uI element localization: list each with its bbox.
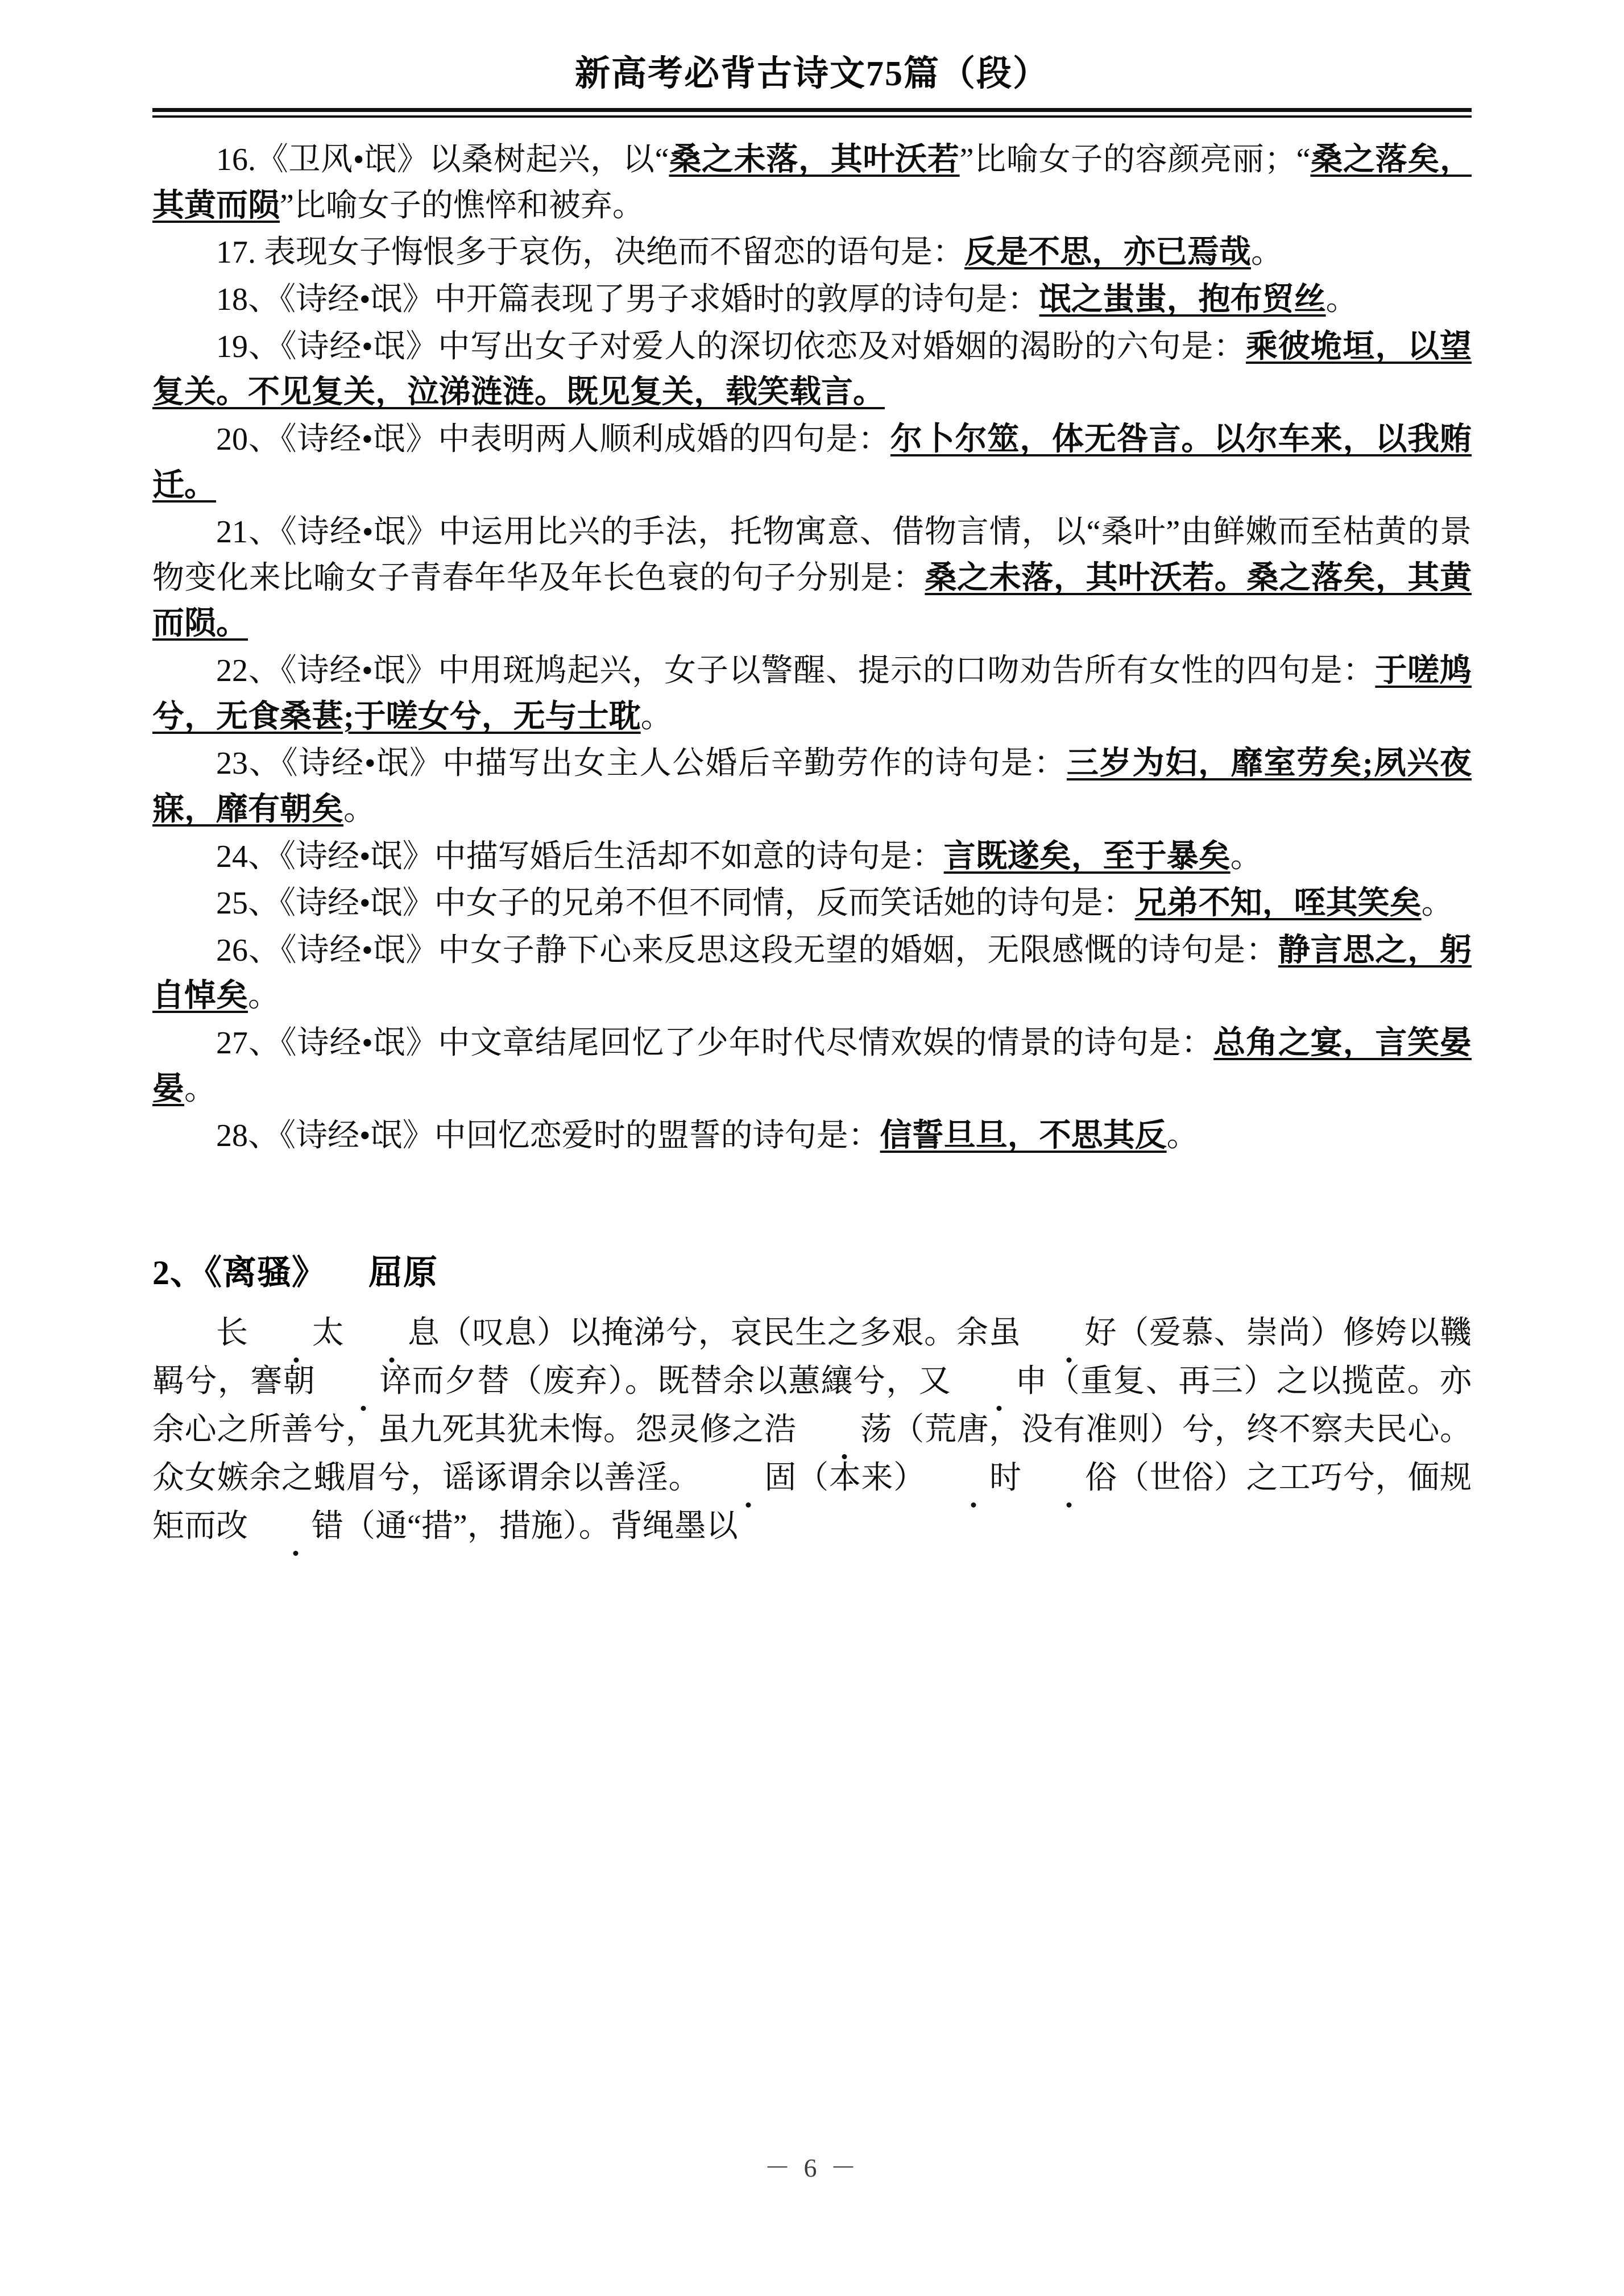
lisao-seg-9: （通“措”，措施）。背绳墨以 [343,1509,738,1544]
q17-answer-1: 反是不思，亦已焉哉 [964,235,1251,271]
q27-suffix: 。 [184,1071,216,1107]
question-item-28 [152,1113,1472,1159]
q28-prefix: 28、《诗经•氓》中回忆恋爱时的盟誓的诗句是： [216,1118,880,1154]
lisao-seg-4: 而夕替（废弃）。既替余以蕙纕兮，又 [411,1364,952,1400]
q25-prefix: 25、《诗经•氓》中女子的兄弟不但不同情，反而笑话她的诗句是： [216,886,1135,921]
question-item-27 [152,1020,1472,1112]
question-item-19 [152,324,1472,416]
q17-prefix: 17. 表现女子悔恨多于哀伤，决绝而不留恋的语句是： [216,235,964,271]
question-item-24 [152,834,1472,880]
emphasis-dot-char-7: 固 [701,1454,796,1502]
lisao-body-text [152,1309,1472,1551]
page-number: － 6 － [764,2153,860,2182]
q18-suffix: 。 [1325,282,1358,318]
question-item-16 [152,137,1472,229]
lisao-seg-7: （本来） [796,1460,926,1496]
question-item-23 [152,741,1472,832]
q23-answer-1: 三岁为妇，靡室劳矣;夙兴夜寐，靡有朝矣 [152,746,1472,827]
emphasis-dot-char-2: 息 [344,1309,440,1357]
section-gap [152,1160,1472,1245]
emphasis-dot-char-9: 俗 [1021,1454,1117,1502]
q26-answer-1: 静言思之，躬自悼矣 [152,932,1472,1014]
q21-answer-1: 桑之未落，其叶沃若。桑之落矣，其黄而陨。 [152,560,1472,642]
page-header [0,0,1624,118]
question-item-20 [152,417,1472,508]
emphasis-dot-char-3: 好 [1021,1309,1117,1357]
q27-answer-1: 总角之宴，言笑晏晏 [152,1025,1472,1107]
lisao-seg-3: （爱慕、崇尚）修姱以鞿羁兮，謇朝 [152,1315,1472,1400]
emphasis-dot-char-4: 谇 [316,1357,411,1406]
heading-body-gap [152,1297,1472,1309]
q20-prefix: 20、《诗经•氓》中表明两人顺利成婚的四句是： [216,421,890,457]
section-number-title: 2、《离骚》 [152,1253,326,1292]
q28-suffix: 。 [1166,1118,1199,1154]
q26-suffix: 。 [248,978,280,1014]
q17-suffix: 。 [1251,235,1283,271]
page-footer [0,2147,1624,2185]
q16-suffix: ”比喻女子的憔悴和被弃。 [280,188,644,223]
q16-answer-1: 桑之未落，其叶沃若 [669,142,960,178]
emphasis-dot-char-1: 太 [248,1309,344,1357]
emphasis-dot-char-6: 荡 [797,1406,892,1454]
lisao-seg-5: （重复、再三）之以揽茝。亦余心之所善兮，虽九死其犹未悔。怨灵修之浩 [152,1364,1472,1448]
section-heading-lisao [152,1245,1472,1294]
q16-prefix: 16.《卫风•氓》以桑树起兴，以“ [216,142,669,178]
emphasis-dot-char-5: 申 [951,1357,1047,1406]
header-rule-thick [152,108,1472,112]
q25-suffix: 。 [1421,886,1453,921]
header-double-rule [152,108,1472,118]
question-item-26 [152,928,1472,1019]
q22-suffix: 。 [640,699,673,734]
lisao-seg-1: 长 [216,1315,248,1351]
q22-prefix: 22、《诗经•氓》中用斑鸠起兴，女子以警醒、提示的口吻劝告所有女性的四句是： [216,653,1376,689]
q18-prefix: 18、《诗经•氓》中开篇表现了男子求婚时的敦厚的诗句是： [216,282,1039,318]
question-item-17 [152,230,1472,276]
q18-answer-1: 氓之蚩蚩，抱布贸丝 [1039,282,1326,318]
emphasis-dot-char-8: 时 [926,1454,1021,1502]
question-item-25 [152,881,1472,927]
q27-prefix: 27、《诗经•氓》中文章结尾回忆了少年时代尽情欢娱的情景的诗句是： [216,1025,1214,1061]
lisao-seg-6: （荒唐，没有准则）兮，终不察夫民心。众女嫉余之蛾眉兮，谣诼谓余以善淫。 [152,1412,1472,1496]
q23-prefix: 23、《诗经•氓》中描写出女主人公婚后辛勤劳作的诗句是： [216,746,1067,782]
question-item-22 [152,648,1472,740]
section-author: 屈原 [368,1253,438,1292]
q22-answer-1: 于嗟鸠兮，无食桑葚;于嗟女兮，无与士耽 [152,653,1472,734]
q20-answer-1: 尔卜尔筮，体无咎言。以尔车来，以我贿迁。 [152,421,1472,503]
q24-answer-1: 言既遂矣，至于暴矣 [943,838,1231,874]
q16-middle: ”比喻女子的容颜亮丽；“ [959,142,1311,178]
emphasis-dot-char-10: 错 [248,1502,343,1551]
q19-prefix: 19、《诗经•氓》中写出女子对爱人的深切依恋及对婚姻的渴盼的六句是： [216,329,1246,364]
question-item-18 [152,277,1472,323]
q19-answer-1: 乘彼垝垣，以望复关。不见复关，泣涕涟涟。既见复关，载笑载言。 [152,329,1472,410]
question-item-21 [152,509,1472,647]
q23-suffix: 。 [343,791,375,827]
q26-prefix: 26、《诗经•氓》中女子静下心来反思这段无望的婚姻，无限感慨的诗句是： [216,932,1278,968]
q21-prefix: 21、《诗经•氓》中运用比兴的手法，托物寓意、借物言情，以“桑叶”由鲜嫩而至枯黄的景物变化来比喻女子青春年华及年长色衰的句子分别是： [152,514,1472,596]
q25-answer-1: 兄弟不知，咥其笑矣 [1134,886,1422,921]
lisao-seg-2: （叹息）以掩涕兮，哀民生之多艰。余虽 [439,1315,1021,1351]
lisao-seg-8: （世俗）之工巧兮，偭规矩而改 [152,1460,1472,1544]
page-content [152,118,1472,1551]
q16-answer-2: 桑之落矣，其黄而陨 [152,142,1472,223]
q24-suffix: 。 [1230,838,1262,874]
q28-answer-1: 信誓旦旦，不思其反 [880,1118,1167,1154]
document-title: 新高考必背古诗文75篇（段） [574,55,1049,93]
q24-prefix: 24、《诗经•氓》中描写婚后生活却不如意的诗句是： [216,838,944,874]
